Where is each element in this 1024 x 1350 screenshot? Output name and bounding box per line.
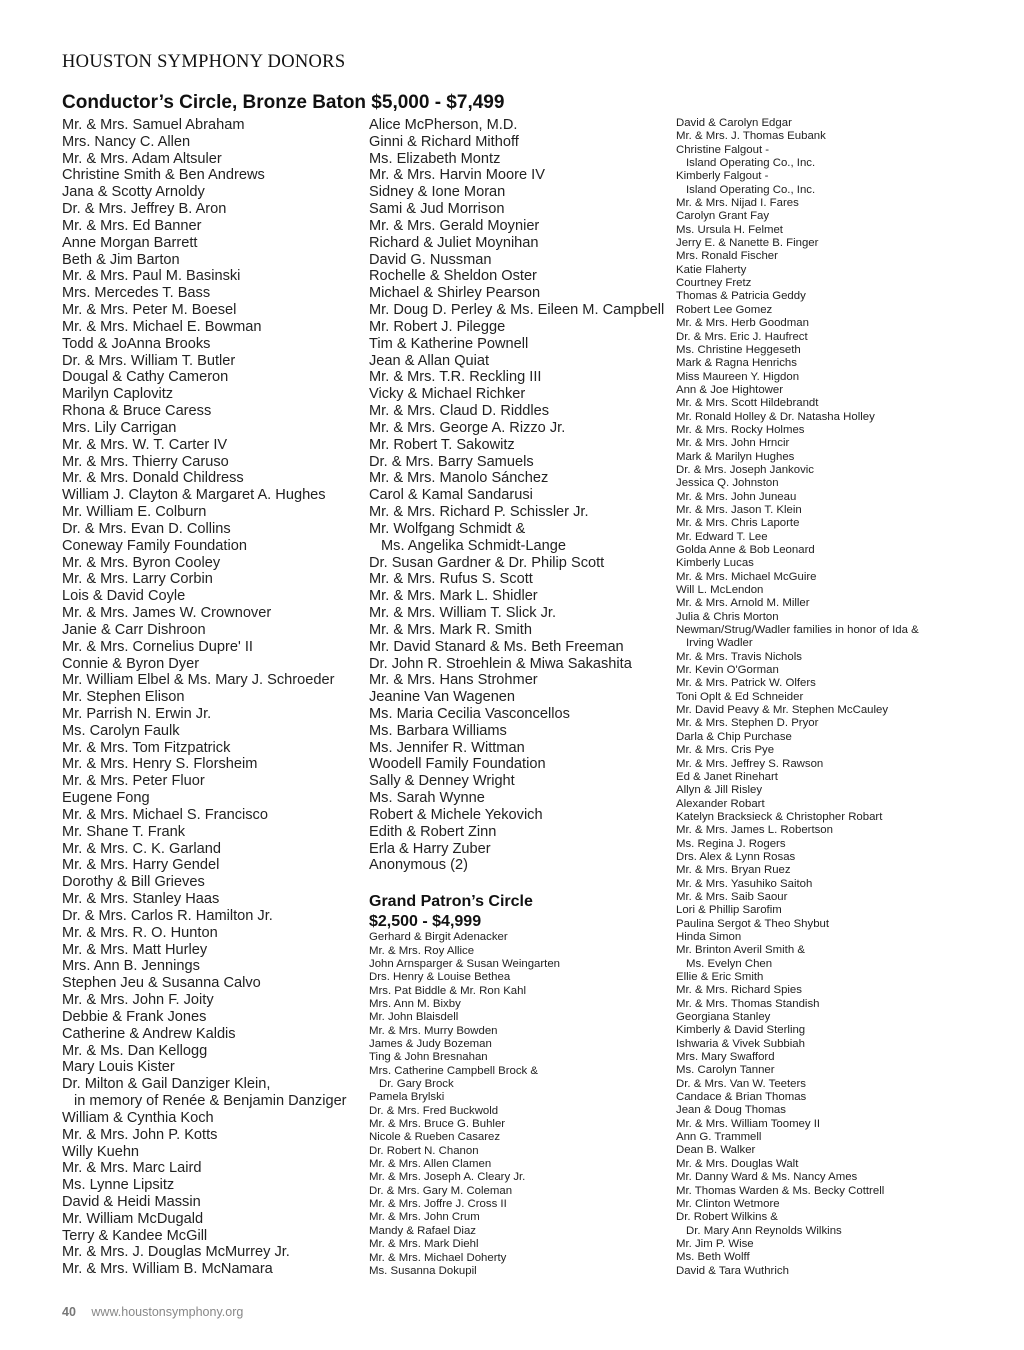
donor-name: Miss Maureen Y. Higdon	[676, 370, 800, 383]
donor-name: Mr. Parrish N. Erwin Jr.	[62, 705, 212, 722]
donor-name: Mr. Jim P. Wise	[676, 1237, 754, 1250]
donor-name: Mr. & Mrs. Scott Hildebrandt	[676, 397, 819, 410]
donor-name: Mr. & Mrs. Mark R. Smith	[369, 621, 532, 638]
page-number: 40	[62, 1305, 76, 1319]
donor-name: Mrs. Pat Biddle & Mr. Ron Kahl	[369, 984, 526, 997]
donor-name: Mr. Stephen Elison	[62, 689, 185, 706]
donor-name: Ann G. Trammell	[676, 1131, 762, 1144]
donor-name: Sidney & Ione Moran	[369, 184, 506, 201]
footer-url[interactable]: www.houstonsymphony.org	[91, 1305, 244, 1319]
donor-name: Mr. & Mrs. George A. Rizzo Jr.	[369, 419, 566, 436]
donor-column-3	[676, 117, 1016, 1278]
donor-name: Mr. & Mrs. Manolo Sánchez	[369, 470, 549, 487]
donor-name: Mr. & Mrs. Joseph A. Cleary Jr.	[369, 1171, 526, 1184]
donor-name: Ms. Christine Heggeseth	[676, 343, 801, 356]
donor-name: Mr. Ronald Holley & Dr. Natasha Holley	[676, 410, 875, 423]
donor-name: Mr. & Mrs. Douglas Walt	[676, 1157, 799, 1170]
donor-name: Mr. & Mrs. Ed Banner	[62, 217, 202, 234]
donor-name: Ms. Lynne Lipsitz	[62, 1177, 175, 1194]
donor-name: Rochelle & Sheldon Oster	[369, 268, 537, 285]
donor-name: Mr. & Mrs. Cornelius Dupre' II	[62, 638, 253, 655]
donor-name: Mr. & Mrs. Richard Spies	[676, 984, 802, 997]
donor-name: Mr. Doug D. Perley & Ms. Eileen M. Campbell	[369, 302, 665, 319]
donor-name: Hinda Simon	[676, 930, 742, 943]
donor-name: Mr. & Mrs. Larry Corbin	[62, 571, 213, 588]
donor-name: Mr. Kevin O'Gorman	[676, 664, 779, 677]
donor-name: Dougal & Cathy Cameron	[62, 369, 229, 386]
donor-name: Gerhard & Birgit Adenacker	[369, 931, 508, 944]
donor-name: Mr. & Mrs. Henry S. Florsheim	[62, 756, 258, 773]
donor-name: Mr. & Mrs. Hans Strohmer	[369, 672, 538, 689]
donor-name: Mr. Robert T. Sakowitz	[369, 436, 515, 453]
donor-name: Ms. Barbara Williams	[369, 722, 507, 739]
donor-name: Mr. & Mrs. Peter Fluor	[62, 773, 205, 790]
donor-name: Mrs. Mercedes T. Bass	[62, 285, 211, 302]
donor-name: Mr. & Mrs. Donald Childress	[62, 470, 244, 487]
donor-name: Mr. & Mrs. John Hrncir	[676, 437, 790, 450]
donor-name: David G. Nussman	[369, 251, 492, 268]
donor-name: Dorothy & Bill Grieves	[62, 874, 205, 891]
donor-name: Ms. Angelika Schmidt-Lange	[381, 537, 566, 554]
donor-name: Erla & Harry Zuber	[369, 840, 491, 857]
donor-name: Ishwaria & Vivek Subbiah	[676, 1037, 805, 1050]
donor-name: Robert & Michele Yekovich	[369, 806, 543, 823]
donor-name: Mr. David Stanard & Ms. Beth Freeman	[369, 638, 624, 655]
donor-name: Mr. & Mrs. C. K. Garland	[62, 840, 221, 857]
donor-name: Mr. & Mrs. Jeffrey S. Rawson	[676, 757, 824, 770]
donor-name: Beth & Jim Barton	[62, 251, 180, 268]
donor-name: Mr. & Mrs. Samuel Abraham	[62, 117, 245, 133]
donor-name: Lori & Phillip Sarofim	[676, 904, 782, 917]
donor-name: Mr. & Mrs. Thomas Standish	[676, 997, 820, 1010]
donor-name: Mr. & Mrs. R. O. Hunton	[62, 924, 218, 941]
donor-name: Mr. & Mrs. John Crum	[369, 1211, 480, 1224]
donor-name: Mr. Wolfgang Schmidt &	[369, 520, 526, 537]
donor-name: Mr. & Mrs. Harvin Moore IV	[369, 167, 545, 184]
donor-name: William & Cynthia Koch	[62, 1109, 214, 1126]
donor-name: Island Operating Co., Inc.	[686, 183, 816, 196]
donor-name: Jessica Q. Johnston	[676, 477, 779, 490]
donor-name: Mary Louis Kister	[62, 1059, 175, 1076]
donor-name: Ms. Susanna Dokupil	[369, 1264, 477, 1277]
donor-name: Alexander Robart	[676, 797, 765, 810]
donor-name: Mr. & Mrs. Stephen D. Pryor	[676, 717, 819, 730]
donor-name: Paulina Sergot & Theo Shybut	[676, 917, 830, 930]
donor-name: Ellie & Eric Smith	[676, 971, 764, 983]
donor-name: Mr. & Mrs. Joffre J. Cross II	[369, 1198, 507, 1211]
donor-name: Kimberly Lucas	[676, 557, 754, 570]
donor-name: Dean B. Walker	[676, 1144, 756, 1157]
donor-name: Ms. Carolyn Tanner	[676, 1064, 775, 1077]
donor-name: Nicole & Rueben Casarez	[369, 1131, 501, 1144]
donor-name: Mr. & Mrs. John F. Joity	[62, 992, 214, 1009]
donor-name: Julia & Chris Morton	[676, 610, 779, 623]
donor-column-1	[62, 117, 362, 1278]
donor-name: Mr. & Mrs. Travis Nichols	[676, 650, 802, 663]
donor-name: Ms. Carolyn Faulk	[62, 722, 180, 739]
donor-name: Mr. & Mrs. Thierry Caruso	[62, 453, 229, 470]
donor-name: Jana & Scotty Arnoldy	[62, 184, 205, 201]
donor-name: Mark & Marilyn Hughes	[676, 450, 795, 463]
donor-name: Mr. & Mrs. Michael S. Francisco	[62, 806, 268, 823]
donor-name: Dr. & Mrs. William T. Butler	[62, 352, 236, 369]
donor-name: Mr. & Mrs. Paul M. Basinski	[62, 268, 241, 285]
donor-name: Mr. & Mrs. Byron Cooley	[62, 554, 221, 571]
donor-name: Dr. Mary Ann Reynolds Wilkins	[686, 1224, 842, 1237]
donor-name: Newman/Strug/Wadler families in honor of Ida &	[676, 624, 919, 637]
donor-name: Jean & Allan Quiat	[369, 352, 490, 369]
donor-name: Richard & Juliet Moynihan	[369, 234, 539, 251]
donor-name: Eugene Fong	[62, 790, 150, 807]
donor-name: Mr. & Mrs. T.R. Reckling III	[369, 369, 542, 386]
donor-name: Mr. & Mrs. J. Douglas McMurrey Jr.	[62, 1244, 290, 1261]
donor-name: Vicky & Michael Richker	[369, 386, 526, 403]
donor-name: Mr. & Mrs. Marc Laird	[62, 1160, 202, 1177]
donor-name: William J. Clayton & Margaret A. Hughes	[62, 487, 326, 504]
donor-name: Jeanine Van Wagenen	[369, 689, 516, 706]
donor-name: Willy Kuehn	[62, 1143, 140, 1160]
donor-name: Mr. William Elbel & Ms. Mary J. Schroeder	[62, 672, 335, 689]
donor-name: Janie & Carr Dishroon	[62, 621, 206, 638]
donor-name: Mark & Ragna Henrichs	[676, 357, 797, 370]
donor-name: Mrs. Catherine Campbell Brock &	[369, 1064, 539, 1077]
donor-name: Anne Morgan Barrett	[62, 234, 198, 251]
donor-name: Mrs. Lily Carrigan	[62, 419, 177, 436]
section-spacer	[369, 874, 669, 892]
donor-name: Mr. & Mrs. Claud D. Riddles	[369, 403, 550, 420]
donor-name: Connie & Byron Dyer	[62, 655, 200, 672]
donor-name: Lois & David Coyle	[62, 588, 186, 605]
donor-name: Mr. & Mrs. Peter M. Boesel	[62, 302, 237, 319]
donor-name: Mr. & Mrs. Harry Gendel	[62, 857, 220, 874]
donor-name: Coneway Family Foundation	[62, 537, 247, 554]
donor-name: Mr. & Mrs. William B. McNamara	[62, 1261, 273, 1278]
donor-name: Christine Smith & Ben Andrews	[62, 167, 265, 184]
donor-name: Mr. & Mrs. Herb Goodman	[676, 317, 809, 330]
donor-name: David & Heidi Massin	[62, 1194, 201, 1210]
donor-name: Dr. & Mrs. Barry Samuels	[369, 453, 534, 470]
donor-name: Catherine & Andrew Kaldis	[62, 1025, 236, 1042]
donor-name: Darla & Chip Purchase	[676, 730, 792, 743]
donor-name: Christine Falgout -	[676, 143, 770, 156]
donor-name: Mr. & Mrs. Michael McGuire	[676, 570, 817, 583]
donor-name: Mr. & Mrs. Patrick W. Olfers	[676, 677, 816, 690]
donor-name: Irving Wadler	[686, 637, 753, 650]
donor-name: Dr. Robert N. Chanon	[369, 1144, 479, 1157]
donor-name: Ms. Maria Cecilia Vasconcellos	[369, 705, 570, 722]
donor-name: Mr. & Mrs. Matt Hurley	[62, 941, 208, 958]
donor-name: Sally & Denney Wright	[369, 773, 515, 790]
grand-patron-title: Grand Patron’s Circle	[369, 893, 533, 911]
donor-name: Mr. & Mrs. Richard P. Schissler Jr.	[369, 504, 589, 521]
donor-name: Thomas & Patricia Geddy	[676, 290, 806, 303]
donor-name: Mr. & Mrs. W. T. Carter IV	[62, 436, 228, 453]
donor-name: Ms. Regina J. Rogers	[676, 837, 786, 850]
donor-name: Mr. & Mrs. Michael Doherty	[369, 1251, 507, 1264]
donor-name: John Arnsparger & Susan Weingarten	[369, 957, 561, 970]
donor-name: Courtney Fretz	[676, 277, 752, 290]
donor-name: Will L. McLendon	[676, 584, 764, 597]
donor-name: Mr. & Mrs. Nijad I. Fares	[676, 197, 799, 210]
donor-name: Mr. & Mrs. Tom Fitzpatrick	[62, 739, 231, 756]
donor-name: Mr. & Mrs. Roy Allice	[369, 944, 475, 957]
section-title: Conductor’s Circle, Bronze Baton $5,000 - $7,499	[62, 92, 505, 113]
donor-name: Mr. & Mrs. Bryan Ruez	[676, 864, 791, 877]
donor-name: Mr. & Ms. Dan Kellogg	[62, 1042, 208, 1059]
donor-name: Mr. John Blaisdell	[369, 1011, 459, 1024]
donor-name: Todd & JoAnna Brooks	[62, 335, 211, 352]
donor-name: Mr. Thomas Warden & Ms. Becky Cottrell	[676, 1184, 885, 1197]
donor-name: in memory of Renée & Benjamin Danziger	[74, 1093, 347, 1110]
donor-name: Robert Lee Gomez	[676, 303, 773, 316]
donor-name: Mr. & Mrs. Adam Altsuler	[62, 150, 222, 167]
donor-name: Jean & Doug Thomas	[676, 1104, 786, 1117]
donor-name: Mr. & Mrs. Allen Clamen	[369, 1158, 492, 1171]
donor-name: Kimberly Falgout -	[676, 170, 769, 183]
donor-name: Mr. & Mrs. Cris Pye	[676, 744, 775, 757]
donor-name: Dr. & Mrs. Fred Buckwold	[369, 1104, 499, 1117]
donor-name: Edith & Robert Zinn	[369, 823, 497, 840]
donor-name: Candace & Brian Thomas	[676, 1091, 807, 1104]
donor-name: Pamela Brylski	[369, 1091, 445, 1104]
donor-list-bronze-baton	[369, 117, 669, 874]
donor-name: Carol & Kamal Sandarusi	[369, 487, 533, 504]
donor-name: Ms. Ursula H. Felmet	[676, 223, 783, 236]
donor-name: Stephen Jeu & Susanna Calvo	[62, 975, 261, 992]
donor-name: Mr. & Mrs. Chris Laporte	[676, 517, 800, 530]
donor-name: Golda Anne & Bob Leonard	[676, 544, 815, 556]
donor-name: Mr. Robert J. Pilegge	[369, 318, 506, 335]
donor-name: Kimberly & David Sterling	[676, 1024, 806, 1037]
donor-name: Mr. & Mrs. Murry Bowden	[369, 1024, 498, 1037]
donor-name: Terry & Kandee McGill	[62, 1227, 208, 1244]
donor-name: James & Judy Bozeman	[369, 1038, 492, 1051]
donor-name: Mr. & Mrs. Saib Saour	[676, 890, 788, 903]
donor-name: Dr. & Mrs. Evan D. Collins	[62, 520, 231, 537]
donor-name: Toni Oplt & Ed Schneider	[676, 690, 804, 703]
donor-name: Mr. & Mrs. William T. Slick Jr.	[369, 605, 557, 622]
donor-name: Mandy & Rafael Diaz	[369, 1224, 476, 1237]
donor-name: Mrs. Mary Swafford	[676, 1051, 775, 1064]
donor-name: Dr. Robert Wilkins &	[676, 1211, 778, 1224]
donor-name: Mr. & Mrs. James L. Robertson	[676, 824, 833, 837]
donor-name: Ting & John Bresnahan	[369, 1051, 488, 1064]
donor-name: Dr. Susan Gardner & Dr. Philip Scott	[369, 554, 605, 571]
donor-name: Mr. & Mrs. J. Thomas Eubank	[676, 130, 826, 143]
donor-name: David & Carolyn Edgar	[676, 117, 792, 129]
donor-name: Jerry E. & Nanette B. Finger	[676, 237, 819, 250]
donor-name: Mr. Shane T. Frank	[62, 823, 186, 840]
donor-name: Drs. Henry & Louise Bethea	[369, 971, 511, 984]
donor-name: Mr. & Mrs. James W. Crownover	[62, 605, 272, 622]
donor-name: Island Operating Co., Inc.	[686, 157, 816, 170]
donor-name: Dr. Milton & Gail Danziger Klein,	[62, 1076, 271, 1093]
donor-name: Mr. & Mrs. Bruce G. Buhler	[369, 1118, 506, 1131]
donor-name: Mr. Danny Ward & Ms. Nancy Ames	[676, 1171, 858, 1184]
donor-name: Tim & Katherine Pownell	[369, 335, 529, 352]
donor-name: Rhona & Bruce Caress	[62, 403, 212, 420]
donor-name: Ms. Sarah Wynne	[369, 790, 485, 807]
grand-patron-range: $2,500 - $4,999	[369, 912, 482, 930]
donor-name: Mrs. Ronald Fischer	[676, 250, 778, 263]
donor-name: Mrs. Ann M. Bixby	[369, 997, 461, 1010]
donor-name: Alice McPherson, M.D.	[369, 117, 518, 133]
donor-name: Mr. William McDugald	[62, 1210, 204, 1227]
donor-name: Ed & Janet Rinehart	[676, 770, 778, 783]
donor-name: Mr. David Peavy & Mr. Stephen McCauley	[676, 704, 889, 717]
donor-name: Ms. Evelyn Chen	[686, 957, 773, 970]
donor-name: Mr. & Mrs. Rocky Holmes	[676, 423, 805, 436]
donor-name: Ann & Joe Hightower	[676, 383, 784, 396]
donor-name: Mr. & Mrs. William Toomey II	[676, 1117, 821, 1130]
donor-name: Mr. & Mrs. John P. Kotts	[62, 1126, 218, 1143]
donor-name: Mr. & Mrs. John Juneau	[676, 490, 797, 503]
donor-column-2	[369, 117, 669, 1278]
donor-name: Mr. & Mrs. Jason T. Klein	[676, 503, 802, 516]
donor-name: Dr. & Mrs. Gary M. Coleman	[369, 1184, 513, 1197]
donor-name: Katie Flaherty	[676, 263, 747, 276]
donor-name: Georgiana Stanley	[676, 1011, 771, 1024]
donor-name: Mr. & Mrs. Stanley Haas	[62, 891, 220, 908]
donor-name: Dr. Gary Brock	[379, 1078, 454, 1091]
donor-name: Marilyn Caplovitz	[62, 386, 174, 403]
donor-name: Drs. Alex & Lynn Rosas	[676, 850, 796, 863]
donor-name: Mrs. Nancy C. Allen	[62, 133, 191, 150]
donor-name: Dr. & Mrs. Joseph Jankovic	[676, 463, 814, 476]
donor-name: Mr. Edward T. Lee	[676, 530, 768, 543]
donor-name: Mr. William E. Colburn	[62, 504, 207, 521]
donor-name: Mr. & Mrs. Yasuhiko Saitoh	[676, 877, 813, 890]
donor-name: Mr. & Mrs. Mark L. Shidler	[369, 588, 538, 605]
donor-name: Mrs. Ann B. Jennings	[62, 958, 200, 975]
donor-name: Mr. & Mrs. Michael E. Bowman	[62, 318, 262, 335]
donor-name: Dr. & Mrs. Van W. Teeters	[676, 1077, 806, 1090]
donor-name: Mr. Clinton Wetmore	[676, 1197, 780, 1210]
page-header: HOUSTON SYMPHONY DONORS	[62, 52, 346, 72]
donor-name: Anonymous (2)	[369, 857, 468, 874]
donor-name: Ms. Jennifer R. Wittman	[369, 739, 525, 756]
donor-name: Mr. & Mrs. Arnold M. Miller	[676, 597, 810, 610]
donor-name: Mr. & Mrs. Mark Diehl	[369, 1238, 479, 1251]
donor-name: Woodell Family Foundation	[369, 756, 546, 773]
donor-name: Katelyn Bracksieck & Christopher Robart	[676, 810, 883, 823]
donor-name: Debbie & Frank Jones	[62, 1008, 207, 1025]
donor-name: Dr. John R. Stroehlein & Miwa Sakashita	[369, 655, 632, 672]
donor-name: Mr. & Mrs. Gerald Moynier	[369, 217, 540, 234]
donor-name: Ms. Elizabeth Montz	[369, 150, 501, 167]
donor-name: Mr. Brinton Averil Smith &	[676, 944, 805, 957]
page-footer	[62, 1305, 243, 1319]
donor-list-grand-patron	[369, 931, 669, 1278]
donor-name: Sami & Jud Morrison	[369, 201, 505, 218]
donor-name: Dr. & Mrs. Jeffrey B. Aron	[62, 201, 227, 218]
donor-name: Michael & Shirley Pearson	[369, 285, 541, 302]
donor-name: Carolyn Grant Fay	[676, 210, 770, 223]
donor-name: Allyn & Jill Risley	[676, 784, 763, 797]
donor-name: Dr. & Mrs. Carlos R. Hamilton Jr.	[62, 907, 273, 924]
donor-name: David & Tara Wuthrich	[676, 1264, 789, 1277]
donor-name: Dr. & Mrs. Eric J. Haufrect	[676, 330, 808, 343]
donor-name: Mr. & Mrs. Rufus S. Scott	[369, 571, 533, 588]
donor-name: Ginni & Richard Mithoff	[369, 133, 519, 150]
donor-name: Ms. Beth Wolff	[676, 1251, 750, 1264]
